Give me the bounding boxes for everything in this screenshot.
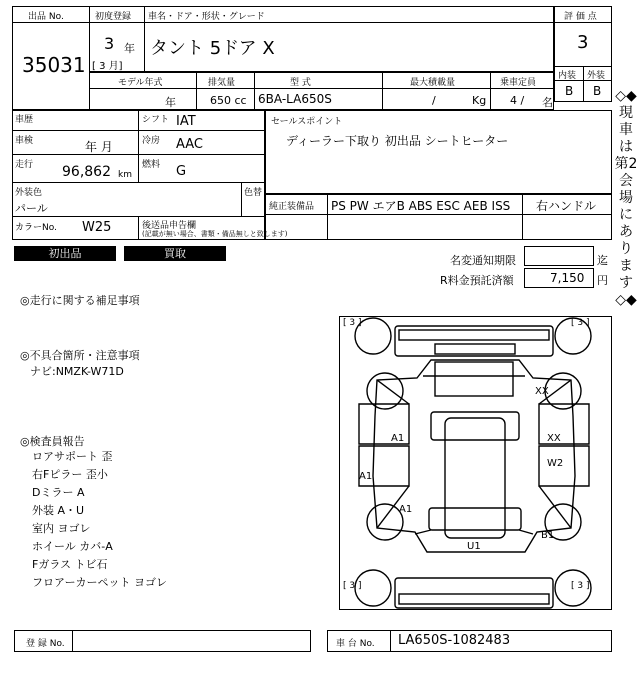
purchase-tag: 買取 [124,246,226,261]
history-label: 車歴 [15,115,34,125]
interior-label: 内装 [558,71,577,81]
score-label: 評 価 点 [564,12,597,22]
car-diagram [339,316,612,610]
inspection-label: 車検 [15,136,34,146]
fuel-value: G [176,164,187,179]
max-load-unit: Kg [472,94,487,107]
mileage-label: 走行 [15,160,34,170]
inspector-title: ◎検査員報告 [20,435,85,448]
mileage-unit: km [118,170,132,180]
damage-mark: A1 [399,504,413,515]
inspector-item: ホイール カバ-A [32,540,113,553]
first-reg-month: [ 3 月] [92,61,123,72]
damage-mark: A1 [391,433,405,444]
color-no-label: カラーNo. [15,223,57,233]
inspector-item: ロアサポート 歪 [32,450,113,463]
inspector-item: 外装 A・U [32,504,85,517]
score-value: 3 [577,32,589,53]
inspector-item: フロアーカーペット ヨゴレ [32,576,167,589]
damage-mark: B1 [541,530,555,541]
sales-point-label: セールスポイント [271,117,343,127]
max-load-value: / [432,94,436,107]
equip-value: PS PW エアB ABS ESC AEB ISS [331,199,511,213]
damage-mark: XX [547,433,561,444]
mileage-value: 96,862 [62,164,111,180]
corner-label: [ 3 ] [571,318,590,328]
ac-label: 冷房 [142,136,161,146]
docs-label: 後送品申告欄 [142,221,197,231]
recycle-label: R料金預託済額 [440,274,514,287]
steering-value: 右ハンドル [536,199,597,213]
damage-mark: XX [535,386,549,397]
name-change-unit: 迄 [597,254,608,267]
car-name-label: 車名・ドア・形状・グレード [148,12,265,22]
ext-color-value: パール [15,202,48,215]
displacement-label: 排気量 [208,78,236,88]
ac-value: AAC [176,137,203,152]
type-value: 6BA-LA650S [258,92,332,106]
exterior-label: 外装 [587,71,606,81]
shift-label: シフト [142,115,170,125]
name-change-box [524,246,594,266]
max-load-label: 最大積載量 [410,78,456,88]
inspector-item: Fガラス トビ石 [32,558,108,571]
chassis-value: LA650S-1082483 [398,633,511,648]
capacity-label: 乗車定員 [500,78,537,88]
displacement-value: 650 cc [210,94,247,107]
docs-note: (記載が無い場合、書類・備品無しと致します) [142,230,288,238]
exterior-score: B [593,84,602,98]
windshield [431,412,519,440]
defect-title: ◎不具合箇所・注意事項 [20,349,140,362]
chassis-label: 車 台 No. [336,639,375,649]
roof [445,418,505,538]
first-reg-label: 初度登録 [95,12,132,22]
lot-label: 出品 No. [28,12,64,22]
inspector-item: 右Fピラー 歪小 [32,468,108,481]
capacity-unit: 名 [542,96,553,109]
color-no-value: W25 [82,220,112,235]
damage-mark: A1 [359,471,373,482]
model-year-label: モデル年式 [118,78,163,88]
ext-color-label: 外装色 [15,188,43,198]
corner-label: [ 3 ] [343,581,362,591]
recycle-unit: 円 [597,274,608,287]
supplement-title: ◎走行に関する補足事項 [20,294,140,307]
type-label: 型 式 [290,78,311,88]
inspection-value: 年 月 [85,140,113,154]
rear-window [429,508,521,530]
navi-note: ナビ:NMZK-W71D [30,365,124,378]
color-change-label: 色替 [244,188,263,198]
inspector-item: Dミラー A [32,486,85,499]
inspector-item: 室内 ヨゴレ [32,522,91,535]
model-year-unit: 年 [165,96,176,109]
damage-mark: W2 [547,458,564,469]
interior-score: B [565,84,574,98]
damage-mark: U1 [467,541,481,552]
year-unit: 年 [124,42,135,55]
lot-number: 35031 [22,53,86,77]
car-name: タント 5ドア X [150,38,275,59]
hood [435,362,513,396]
fuel-label: 燃料 [142,160,161,170]
shift-value: IAT [176,114,196,129]
first-listing-tag: 初出品 [14,246,116,261]
venue-notice: ◇◆現車は第2会場にあります◇◆ [614,88,638,308]
corner-label: [ 3 ] [343,318,362,328]
corner-label: [ 3 ] [571,581,590,591]
name-change-label: 名変通知期限 [450,254,516,267]
first-reg-year: 3 [104,34,115,53]
equip-label: 純正装備品 [269,202,315,212]
capacity-value: 4 / [510,94,525,107]
side-wheel-left-rear [367,504,403,540]
reg-no-label: 登 録 No. [26,639,65,649]
recycle-value: 7,150 [550,271,585,285]
sales-point-value: ディーラー下取り 初出品 シートヒーター [286,134,509,148]
